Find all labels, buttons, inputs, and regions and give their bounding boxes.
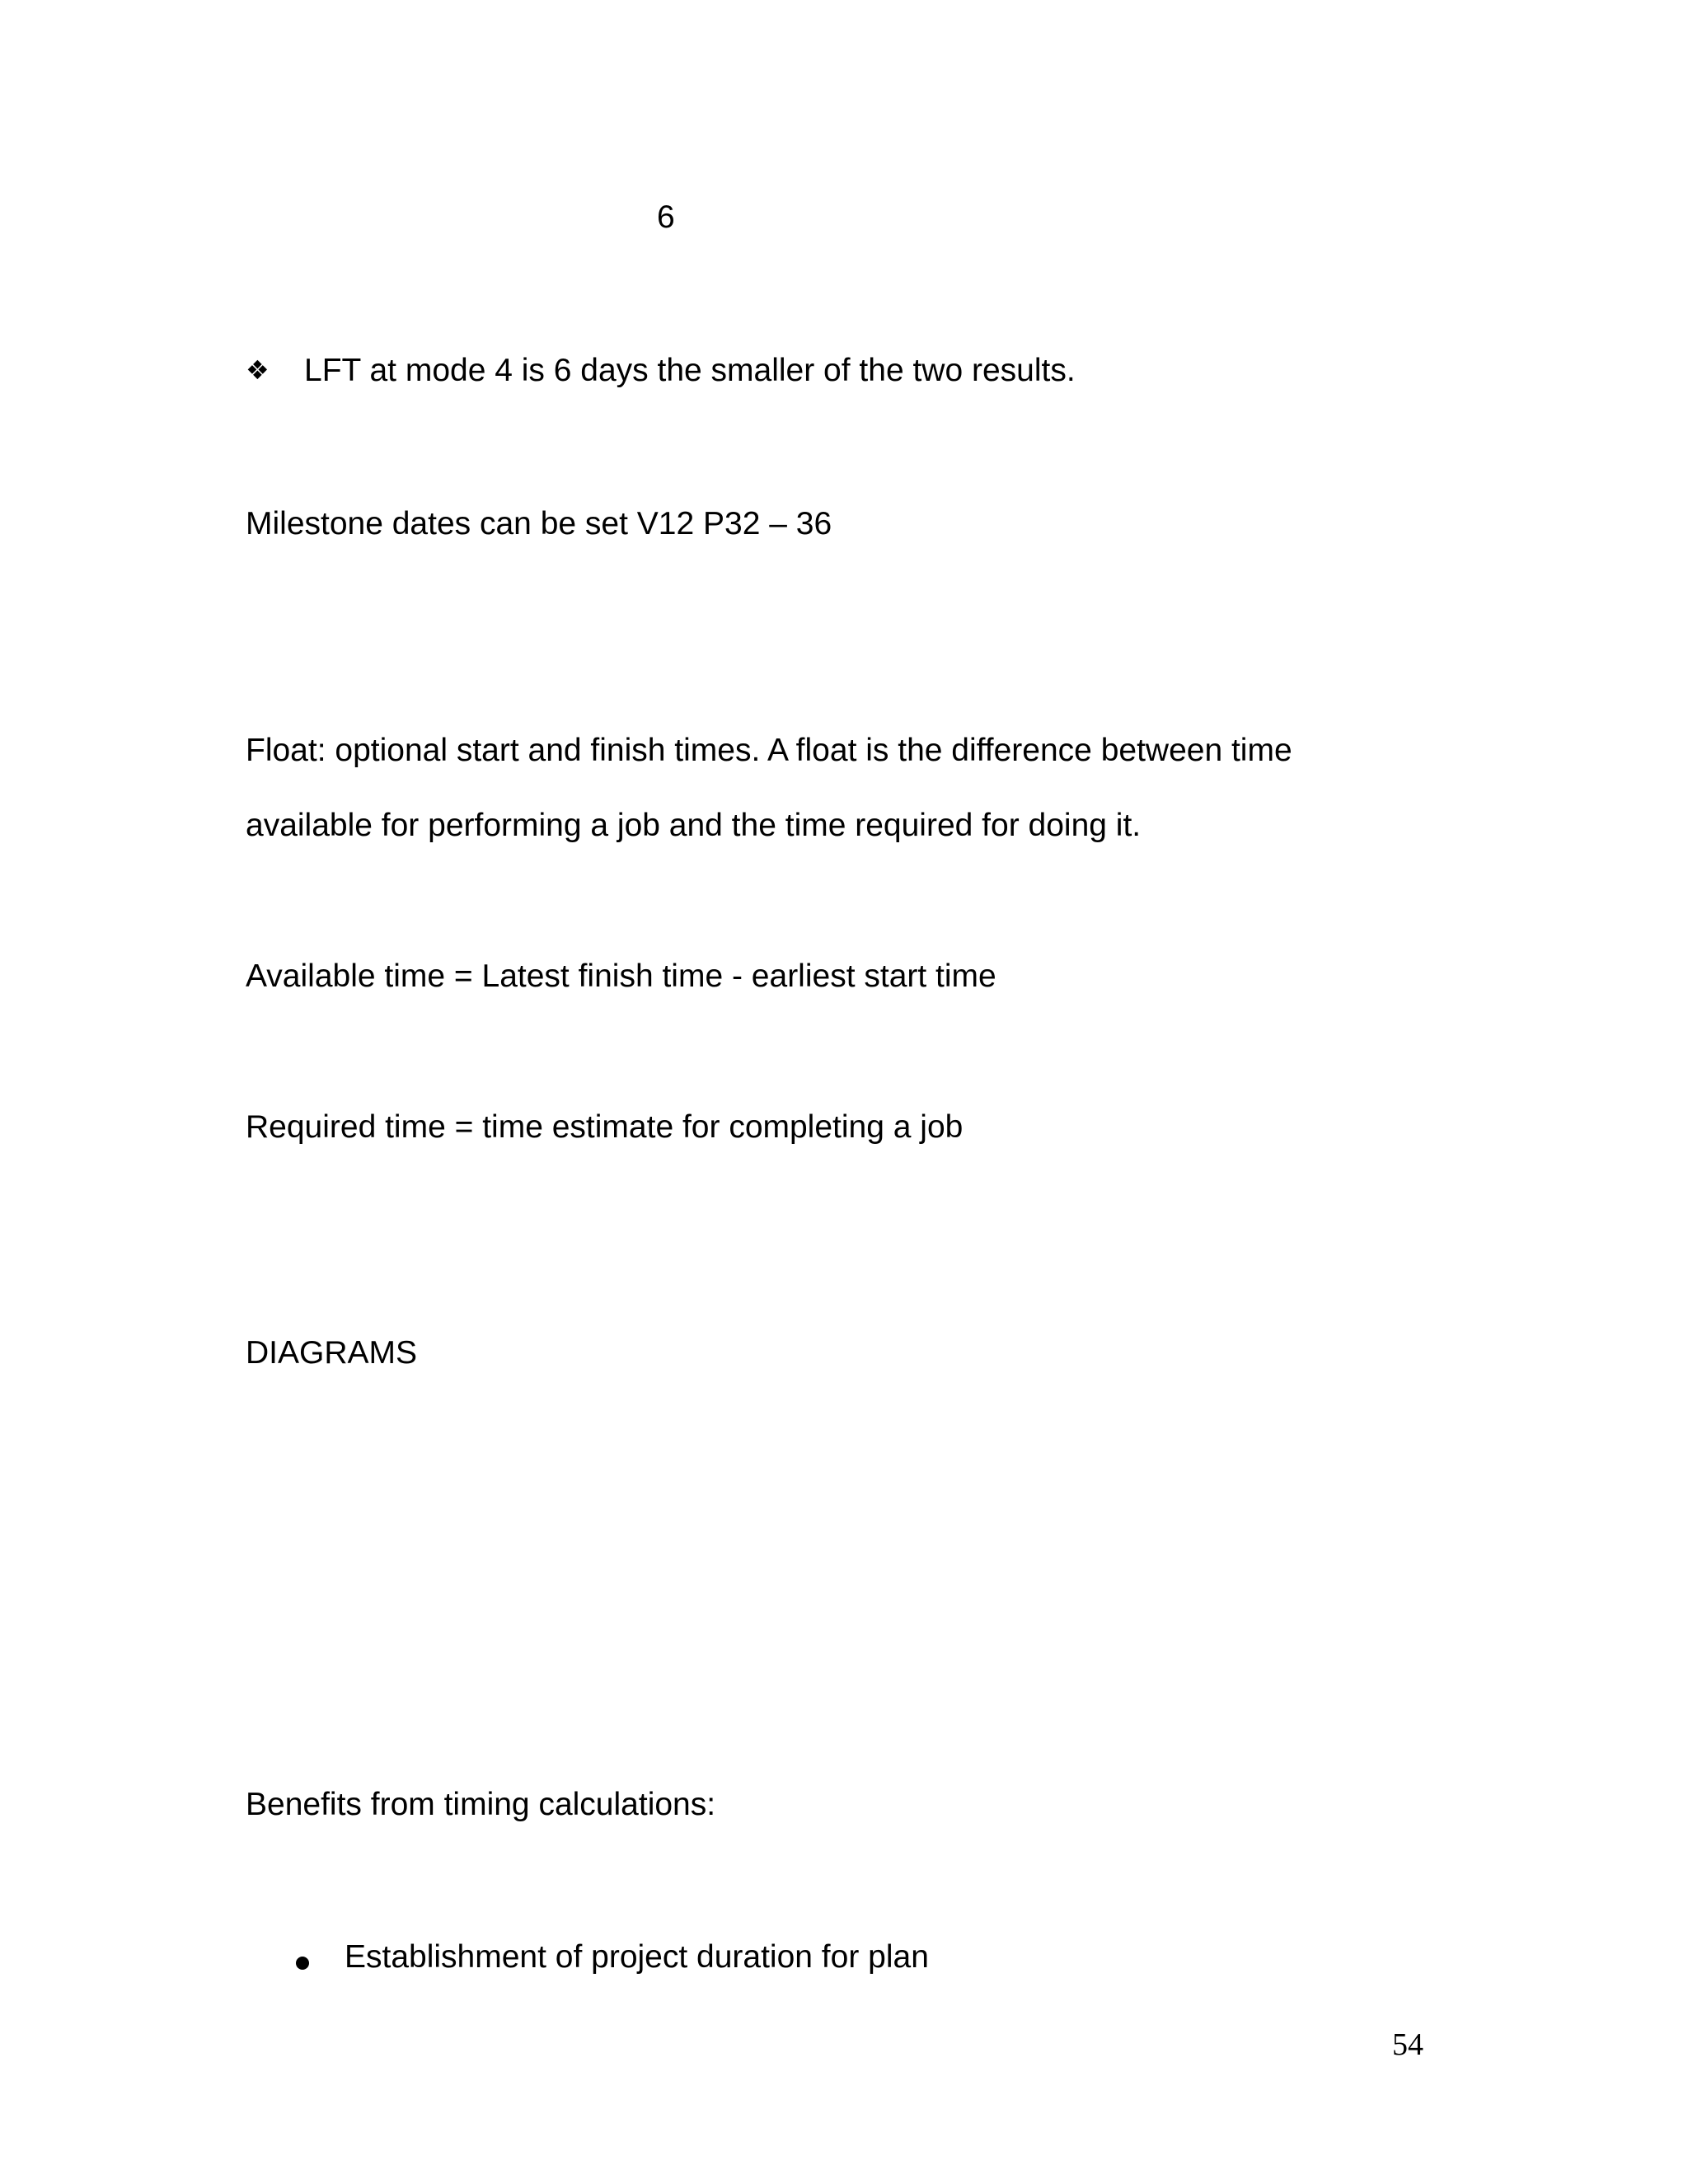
benefits-heading: Benefits from timing calculations:	[246, 1787, 716, 1822]
milestone-text: Milestone dates can be set V12 P32 – 36	[246, 506, 832, 541]
diagrams-heading: DIAGRAMS	[246, 1335, 418, 1371]
available-time-formula: Available time = Latest finish time - earliest start time	[246, 958, 996, 994]
diamond-bullet-icon: ❖	[246, 354, 270, 386]
float-definition-line-1: Float: optional start and finish times. A float is the difference between time	[246, 733, 1292, 768]
page-number: 54	[1392, 2027, 1423, 2062]
top-number: 6	[657, 199, 675, 235]
float-definition-line-2: available for performing a job and the time required for doing it.	[246, 808, 1142, 843]
required-time-formula: Required time = time estimate for completing a job	[246, 1109, 964, 1145]
benefits-list-item: Establishment of project duration for plan	[345, 1939, 929, 1975]
lft-bullet-text: LFT at mode 4 is 6 days the smaller of the two results.	[304, 353, 1076, 388]
bullet-dot-icon	[296, 1957, 309, 1970]
